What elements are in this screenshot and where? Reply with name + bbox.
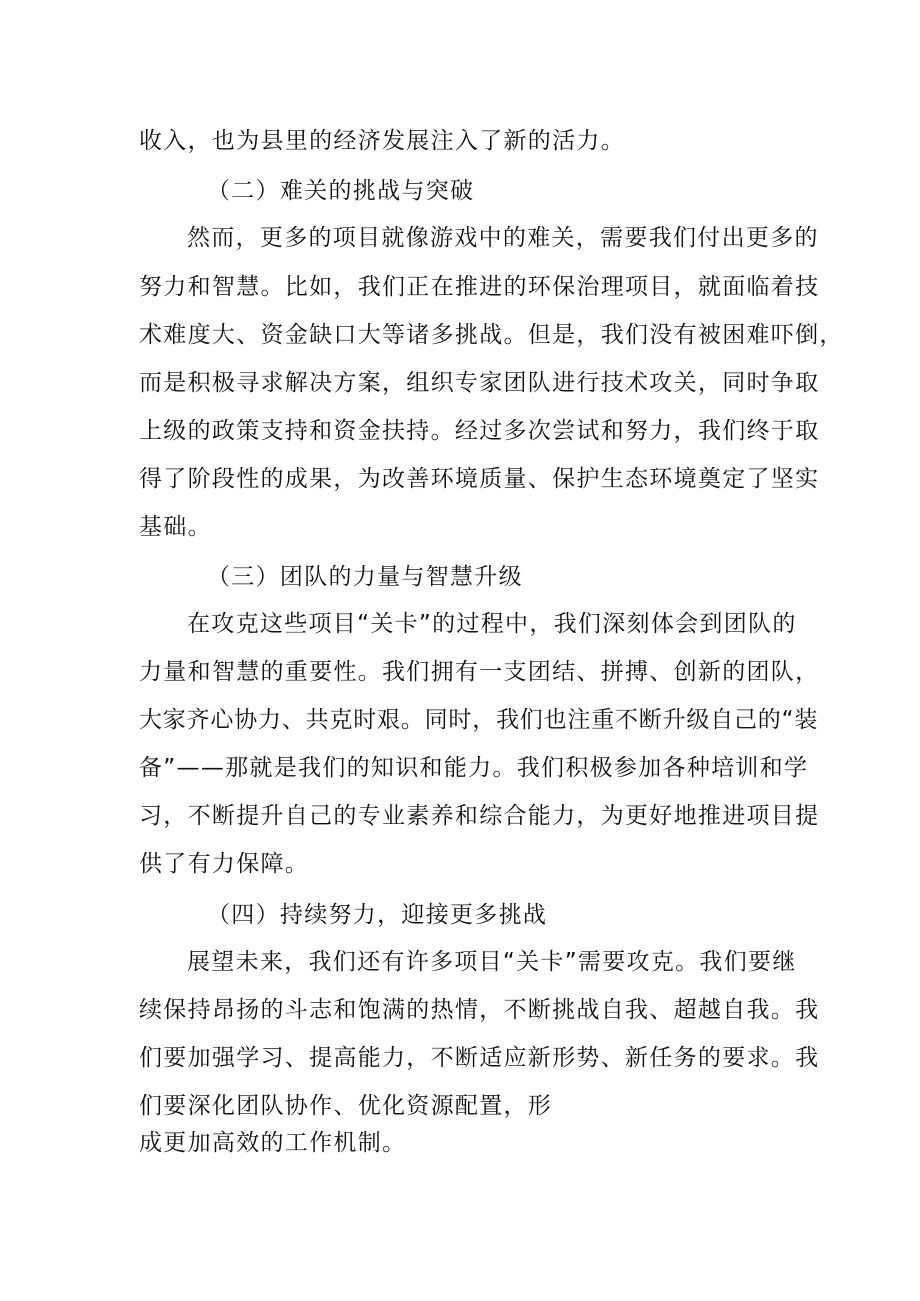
paragraph-line: 展望未来，我们还有许多项目“关卡”需要攻克。我们要继 — [187, 949, 797, 975]
paragraph-line: 力量和智慧的重要性。我们拥有一支团结、拼搏、创新的团队， — [139, 659, 820, 685]
paragraph-line: 上级的政策支持和资金扶持。经过多次尝试和努力，我们终于取 — [139, 418, 820, 444]
paragraph-line: 得了阶段性的成果，为改善环境质量、保护生态环境奠定了坚实 — [139, 466, 820, 492]
paragraph-line: 续保持昂扬的斗志和饱满的热情，不断挑战自我、超越自我。我 — [139, 997, 820, 1023]
section-heading: （三）团队的力量与智慧升级 — [207, 564, 523, 590]
section-heading: （四）持续努力，迎接更多挑战 — [207, 902, 548, 928]
paragraph-line: 然而，更多的项目就像游戏中的难关，需要我们付出更多的 — [187, 225, 819, 251]
paragraph-line: 供了有力保障。 — [139, 851, 310, 877]
paragraph-line: 努力和智慧。比如，我们正在推进的环保治理项目，就面临着技 — [139, 274, 820, 300]
section-heading: （二）难关的挑战与突破 — [207, 178, 475, 204]
paragraph-line: 成更加高效的工作机制。 — [139, 1130, 407, 1156]
paragraph-line: 术难度大、资金缺口大等诸多挑战。但是，我们没有被困难吓倒， — [139, 322, 844, 348]
paragraph-line: 在攻克这些项目“关卡”的过程中，我们深刻体会到团队的 — [187, 611, 797, 637]
paragraph-line: 基础。 — [139, 514, 212, 540]
paragraph-line: 备”——那就是我们的知识和能力。我们积极参加各种培训和学 — [139, 755, 809, 781]
paragraph-line: 而是积极寻求解决方案，组织专家团队进行技术攻关，同时争取 — [139, 370, 820, 396]
paragraph-line: 习，不断提升自己的专业素养和综合能力，为更好地推进项目提 — [139, 803, 820, 829]
paragraph-line: 们要深化团队协作、优化资源配置，形 — [139, 1093, 553, 1119]
paragraph-line: 大家齐心协力、共克时艰。同时，我们也注重不断升级自己的“装 — [139, 707, 819, 733]
paragraph-line: 们要加强学习、提高能力，不断适应新形势、新任务的要求。我 — [139, 1045, 820, 1071]
paragraph-line: 收入，也为县里的经济发展注入了新的活力。 — [139, 128, 625, 154]
